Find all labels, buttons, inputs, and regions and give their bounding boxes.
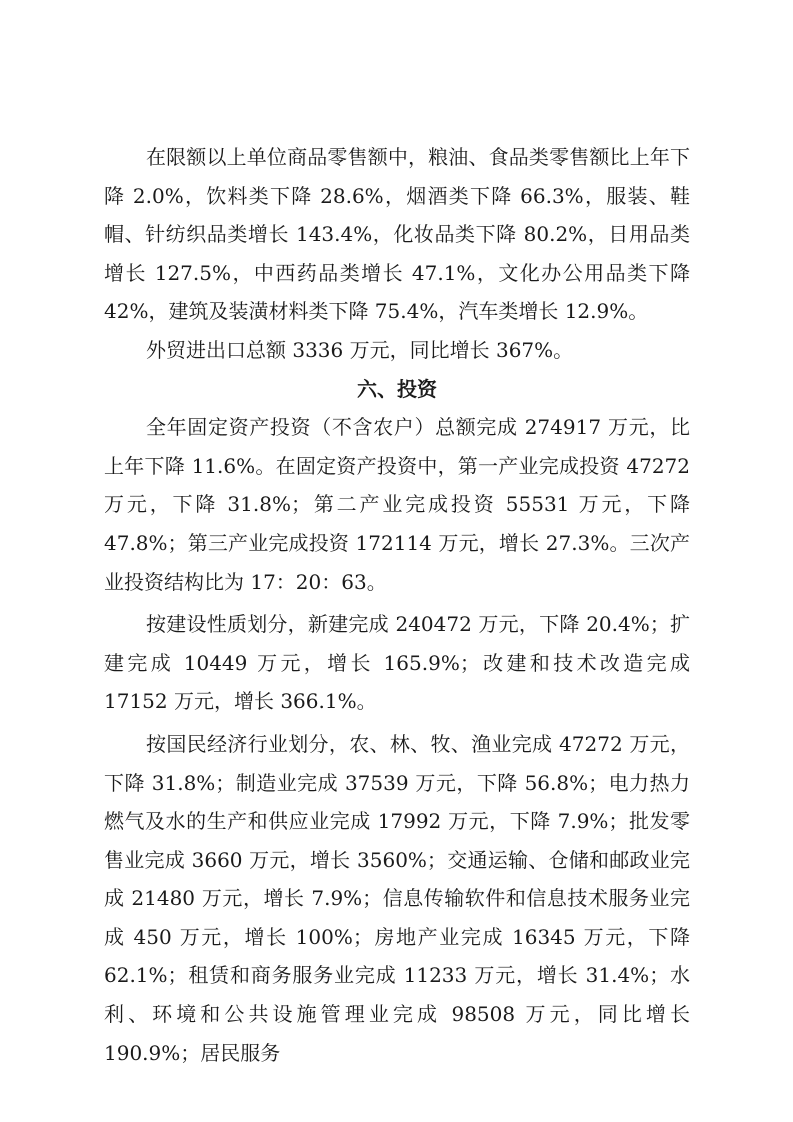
paragraph-retail-sales: 在限额以上单位商品零售额中，粮油、食品类零售额比上年下降 2.0%，饮料类下降 28.6%，烟酒类下降 66.3%，服装、鞋帽、针纺织品类增长 143.4%，化妆品类下降 80.2%，日用品类增长 127.5%，中西药品类增长 47.1%，文化办公用品类下降 42%，建筑及装潢材料类下降 75.4%，汽车类增长 12.9%。 — [104, 145, 690, 324]
paragraph-investment-total: 全年固定资产投资（不含农户）总额完成 274917 万元，比上年下降 11.6%。在固定资产投资中，第一产业完成投资 47272 万元，下降 31.8%；第二产业完成投资 55531 万元，下降 47.8%；第三产业完成投资 172114 万元，增长 27.3%。三次产业投资结构比为 17：20：63。 — [104, 415, 690, 594]
paragraph-construction-type: 按建设性质划分，新建完成 240472 万元，下降 20.4%；扩建完成 10449 万元，增长 165.9%；改建和技术改造完成 17152 万元，增长 366.1%。 — [104, 612, 690, 714]
paragraph-foreign-trade: 外贸进出口总额 3336 万元，同比增长 367%。 — [146, 337, 574, 362]
paragraph-industry-breakdown: 按国民经济行业划分，农、林、牧、渔业完成 47272 万元，下降 31.8%；制造业完成 37539 万元，下降 56.8%；电力热力燃气及水的生产和供应业完成 17992 万元，下降 7.9%；批发零售业完成 3660 万元，增长 3560%；交通运输、仓储和邮政业完成 21480 万元，增长 7.9%；信息传输软件和信息技术服务业完成 450 万元，增长 100%；房地产业完成 16345 万元，下降 62.1%；租赁和商务服务业完成 11233 万元，增长 31.4%；水利、环境和公共设施管理业完成 98508 万元，同比增长 190.9%；居民服务 — [104, 731, 690, 1065]
document-body — [104, 138, 690, 1072]
section-heading-investment: 六、投资 — [357, 376, 437, 401]
